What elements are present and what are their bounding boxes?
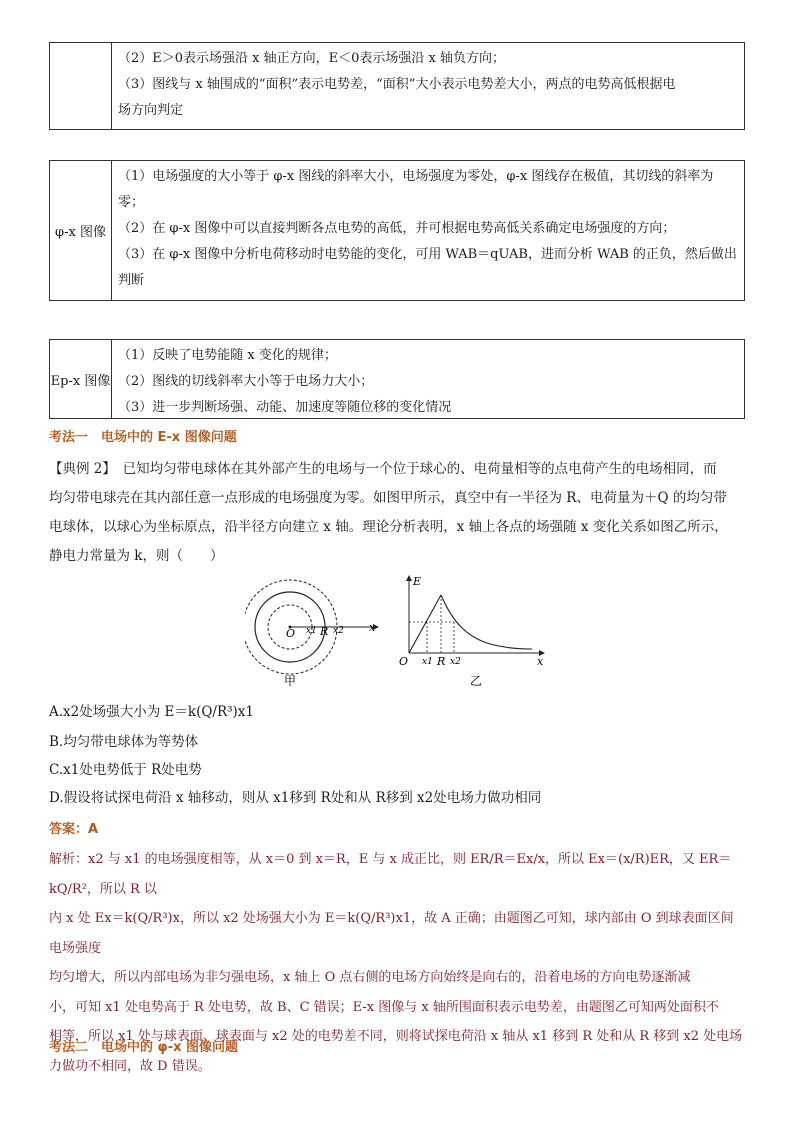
figure-yi [395, 573, 550, 688]
label-O: O [286, 627, 296, 640]
table-row: （3）图线与 x 轴围成的“面积”表示电势差，“面积”大小表示电势差大小，两点的电势高低根据电 [118, 77, 676, 92]
table-row: （2）E＞0表示场强沿 x 轴正方向，E＜0表示场强沿 x 轴负方向； [118, 51, 505, 66]
table-phi-x [49, 160, 745, 301]
example-line: 【典例 2】 已知均匀带电球体在其外部产生的电场与一个位于球心的、电荷量相等的点电荷产生的电场相同，而 [49, 461, 717, 477]
option-d: D.假设将试探电荷沿 x 轴移动，则从 x1移到 R处和从 R移到 x2处电场力做功相同 [49, 790, 542, 806]
table-label: φ-x 图像 [50, 161, 112, 300]
answer: 答案：A [49, 822, 99, 837]
table-row: 判断 [118, 273, 145, 288]
table-row: 场方向判定 [118, 103, 184, 118]
table-e-x-continued [49, 42, 745, 130]
example-line: 静电力常量为 k，则（ ） [49, 548, 224, 564]
decay-curve [441, 595, 532, 649]
table-row: （3）进一步判断场强、动能、加速度等随位移的变化情况 [118, 400, 452, 415]
table-row: （1）反映了电势能随 x 变化的规律； [118, 348, 337, 363]
label-O: O [399, 655, 409, 668]
table-row: （2）在 φ-x 图像中可以直接判断各点电势的高低，并可根据电势高低关系确定电场强度的方向； [118, 221, 676, 236]
analysis-line: 小，可知 x1 处电势高于 R 处电势，故 B、C 错误；E-x 图像与 x 轴所围面积表示电势差，由题图乙可知两处面积不 [49, 999, 719, 1015]
option-b: B.均匀带电球体为等势体 [49, 734, 199, 750]
table-cell [112, 340, 744, 418]
table-ep-x [49, 339, 745, 419]
label-x: x [537, 655, 544, 668]
label-R: R [437, 655, 446, 668]
analysis-line: 内 x 处 Ex＝k(Q/R³)x，所以 x2 处场强大小为 E＝k(Q/R³)x1，故 A 正确；由题图乙可知，球内部由 O 到球表面区间电场强度 [49, 911, 734, 956]
example-line: 电球体，以球心为坐标原点，沿半径方向建立 x 轴。理论分析表明，x 轴上各点的场强随 x 变化关系如图乙所示， [49, 519, 728, 535]
table-cell [112, 43, 744, 129]
caption-jia: 甲 [284, 674, 297, 688]
analysis-line: 均匀增大，所以内部电场为非匀强电场，x 轴上 O 点右侧的电场方向始终是向右的，沿着电场的方向电势逐渐减 [49, 970, 691, 985]
label-x: x [369, 621, 376, 634]
option-c: C.x1处电势低于 R处电势 [49, 762, 202, 778]
analysis-line: 力做功不相同，故 D 错误。 [49, 1058, 211, 1074]
table-label-empty [50, 43, 112, 129]
table-row: 零； [118, 195, 145, 210]
label-x2: x2 [450, 657, 461, 667]
figure-jia [245, 573, 395, 688]
e-axis-arrow [406, 575, 412, 581]
table-row: （2）图线的切线斜率大小等于电场力大小； [118, 374, 374, 389]
label-x1: x1 [422, 657, 433, 667]
label-R: R [320, 625, 329, 638]
label-x1: x1 [306, 626, 317, 636]
example-problem [49, 455, 745, 571]
section-heading-2: 考法二 电场中的 φ-x 图像问题 [49, 1040, 239, 1055]
caption-yi: 乙 [470, 674, 483, 688]
linear-segment [409, 595, 441, 653]
table-cell [112, 161, 744, 300]
analysis-line: 解析：x2 与 x1 的电场强度相等，从 x＝0 到 x＝R，E 与 x 成正比，则 ER/R＝Ex/x，所以 Ex＝(x/R)ER，又 ER＝kQ/R²，所以 R 以 [49, 852, 732, 897]
example-line: 均匀带电球壳在其内部任意一点形成的电场强度为零。如图甲所示，真空中有一半径为 R、电荷量为＋Q 的均匀带 [49, 490, 727, 506]
table-label: Ep-x 图像 [50, 340, 112, 418]
section-heading-1: 考法一 电场中的 E-x 图像问题 [49, 430, 237, 445]
table-row: （1）电场强度的大小等于 φ-x 图线的斜率大小，电场强度为零处，φ-x 图线存在极值，其切线的斜率为 [118, 169, 714, 184]
analysis-line: 相等，所以 x1 处与球表面、球表面与 x2 处的电势差不同，则将试探电荷沿 x 轴从 x1 移到 R 处和从 R 移到 x2 处电场 [49, 1029, 743, 1044]
label-x2: x2 [333, 626, 344, 636]
label-E: E [413, 575, 422, 588]
option-a: A.x2处场强大小为 E＝k(Q/R³)x1 [49, 704, 254, 720]
table-row: （3）在 φ-x 图像中分析电荷移动时电势能的变化，可用 WAB＝qUAB，进而分析 WAB 的正负，然后做出 [118, 247, 737, 262]
